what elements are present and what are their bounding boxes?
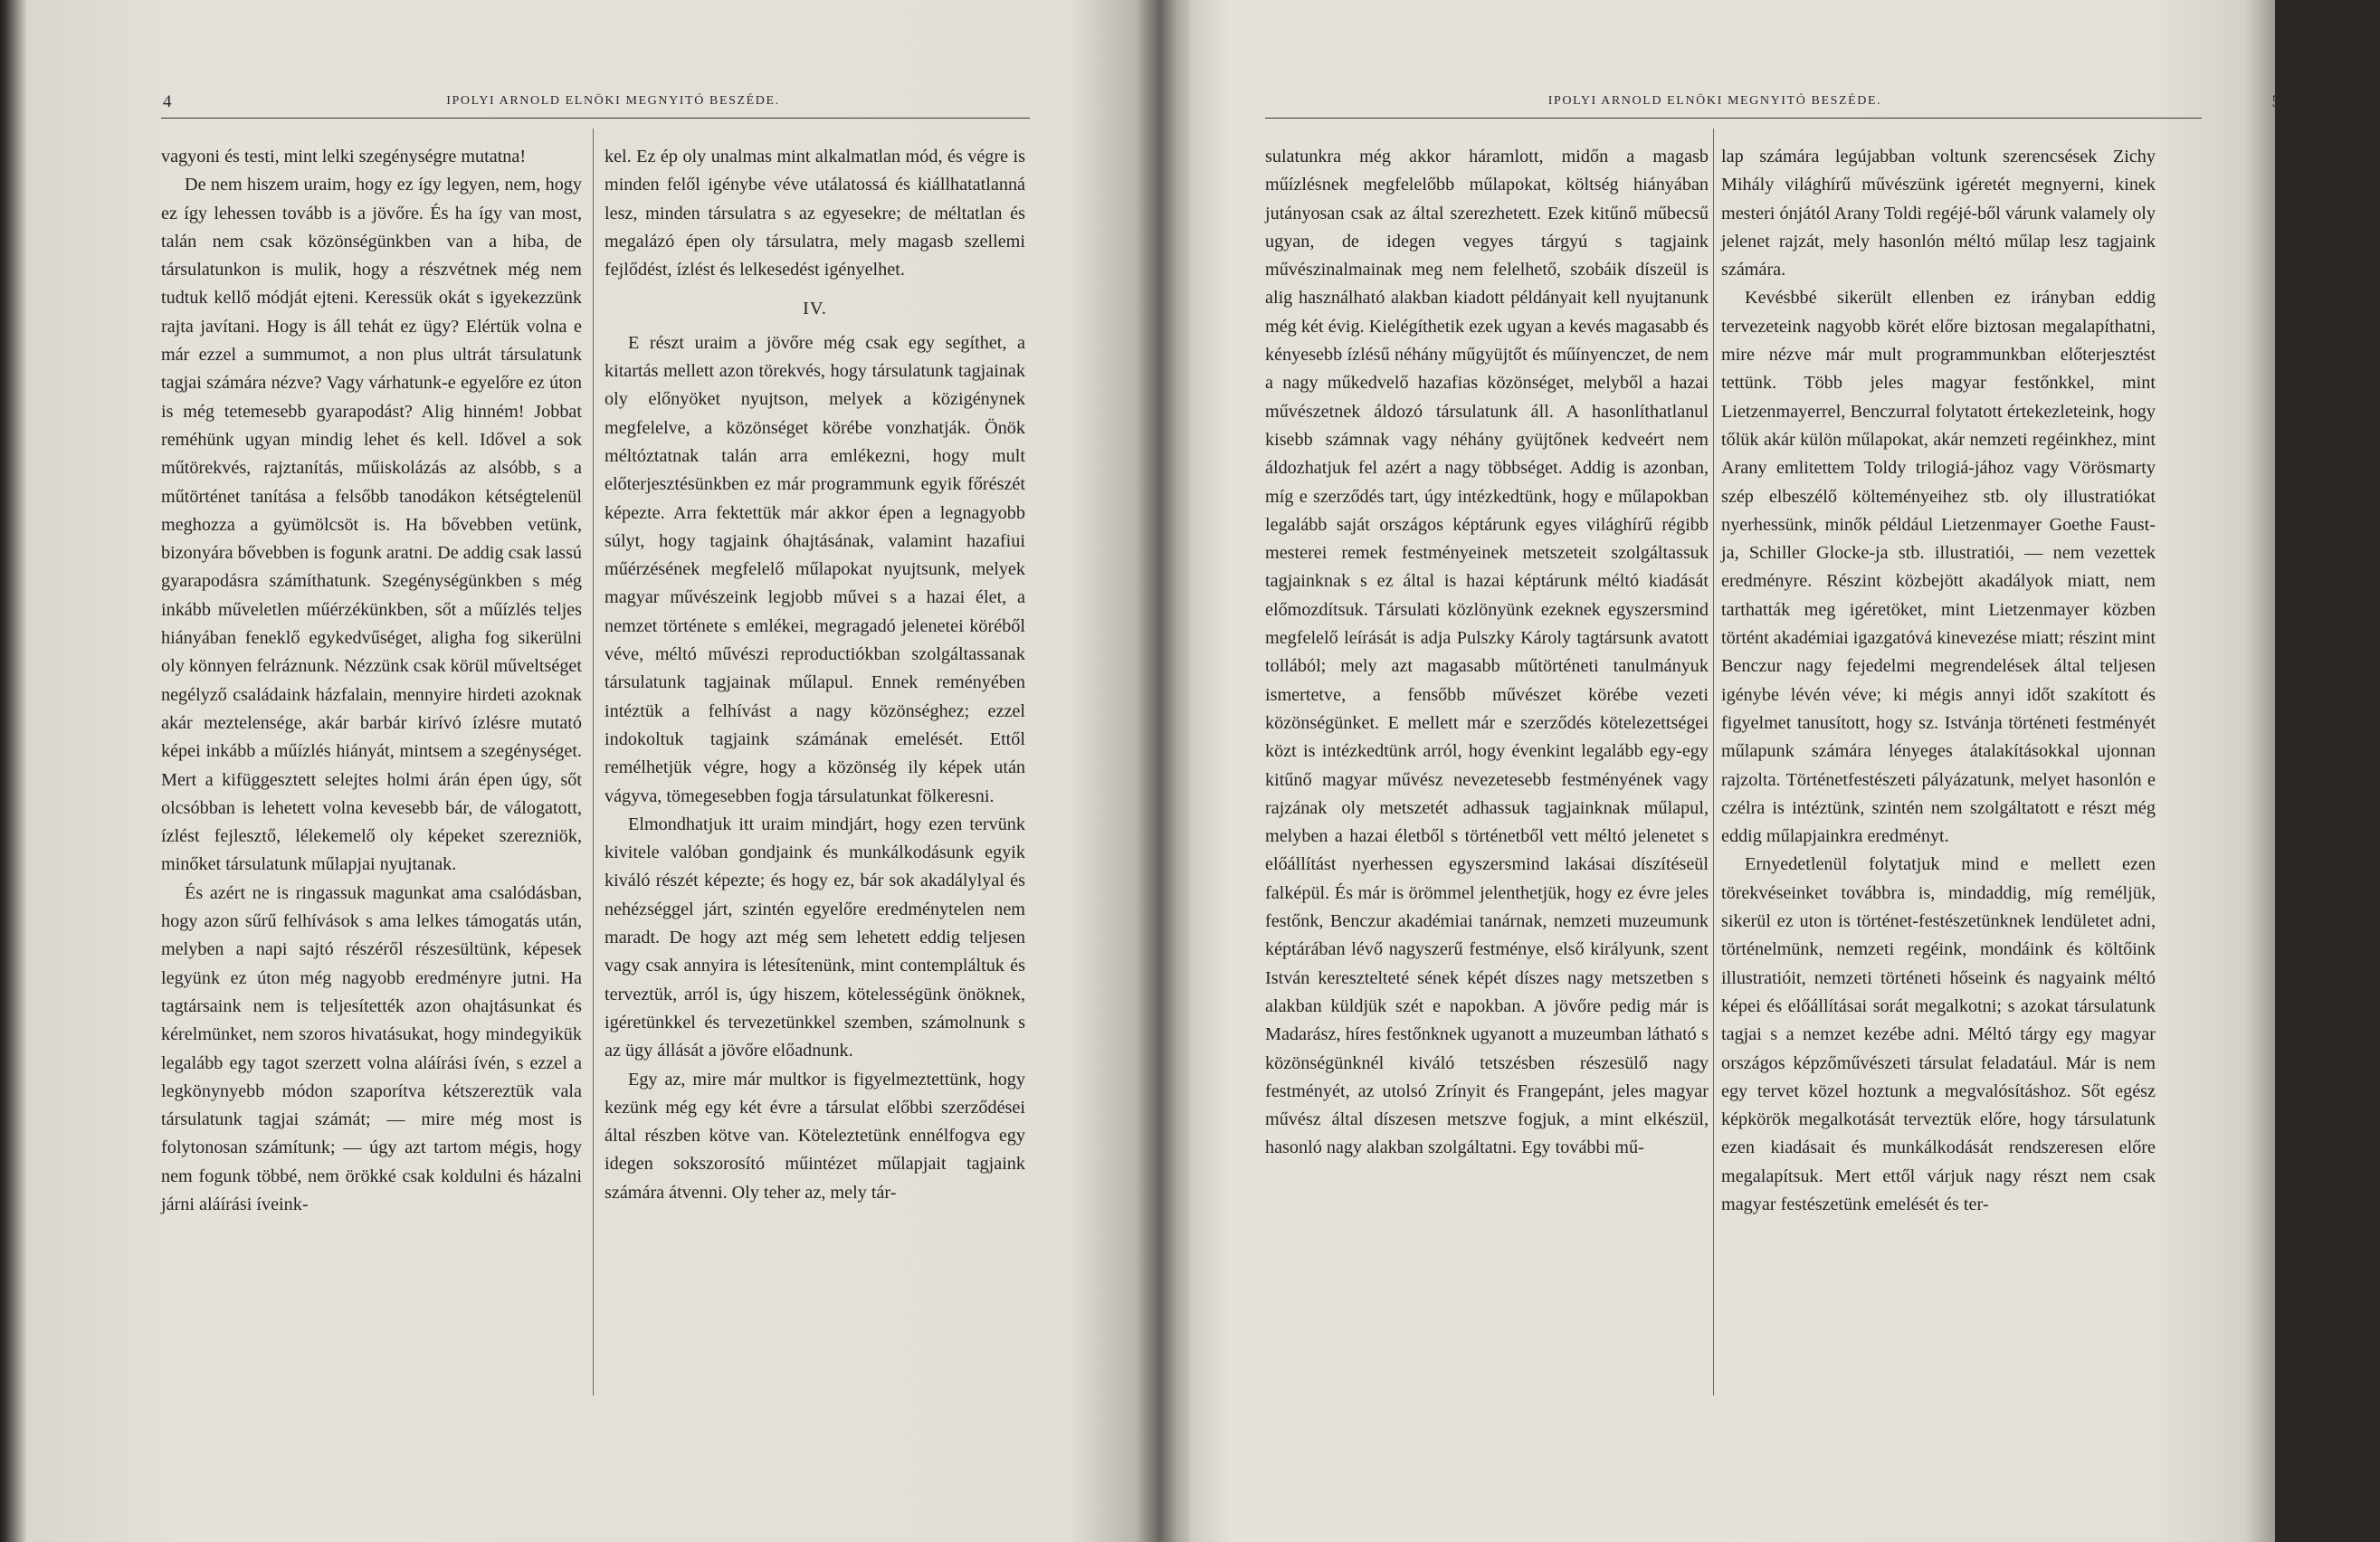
- right-column-2: [1721, 143, 2156, 1219]
- left-column-2: [605, 143, 1025, 1207]
- running-head-left: [163, 94, 1027, 118]
- right-column-1: [1265, 143, 1709, 1163]
- running-head-right: [1267, 94, 2380, 118]
- paragraph: vagyoni és testi, mint lelki szegénységre mutatna!: [161, 147, 527, 167]
- header-rule-left: [161, 118, 1030, 119]
- paragraph: Elmondhatjuk itt uraim mindjárt, hogy ezen tervünk kivitele valóban gondjaink és munkálkodásunk egyik kiváló részét képezte; és hogy ez, bár sok akadálylyal és nehézséggel járt, szintén egyelőre eredménytelen nem maradt. De hogy azt még sem lehetett eddig teljesen vagy csak annyira is létesítenünk, mint contempláltuk és terveztük, arról is, úgy hiszem, kötelességünk önöknek, igéretünkkel és tervezetünkkel szemben, számolnunk s az ügy állását a jövőre előadnunk.: [605, 814, 1025, 1061]
- paragraph: Egy az, mire már multkor is figyelmeztettünk, hogy kezünk még egy két évre a társulat előbbi szerződései által részben kötve van. Köteleztetünk ennélfogva egy idegen sokszorosító műintézet műlapjait tagjaink számára átvenni. Oly teher az, mely tár-: [605, 1069, 1025, 1203]
- column-divider-left: [593, 128, 594, 1395]
- right-page: [1167, 0, 2280, 1542]
- left-column-1: [161, 143, 582, 1219]
- paragraph: De nem hiszem uraim, hogy ez így legyen, nem, hogy ez így lehessen tovább is a jövőre. És ha így van most, talán nem csak közönségünkben van a hiba, de társulatunkon is mulik, hogy a részvétnek még nem tudtuk kellő módját ejteni. Keressük okát s igyekezzünk rajta javítani. Hogy is áll tehát ez ügy? Elértük volna e már ezzel a summumot, a non plus ultrát társulatunk tagjai számára nézve? Vagy várhatunk-e egyelőre ez úton is még tetemesebb gyarapodást? Alig hinném! Jobbat reméhünk ugyan mindig lehet és kell. Idővel a sok műtörekvés, rajztanítás, műiskolázás az alsóbb, s a műtörténet tanítása a felsőbb tanodákon kétségtelenül meghozza a gyümölcsöt is. Ha bővebben vetünk, bizonyára bővebben is fogunk aratni. De addig csak lassú gyarapodásra számíthatunk. Szegénységünkben s még inkább műveletlen műérzékünkben, sőt a műízlés teljes hiányában feneklő egykedvűséget, aligha fog sikerülni oly könnyen felráznunk. Nézzünk csak körül műveltséget negélyző családaink házfalain, mennyire hirdeti azoknak akár meztelensége, akár barbár kirívó ízlésre mutató képei inkább a műízlés hiányát, mintsem a szegénységet. Mert a kifüggesztett selejtes holmi árán épen úgy, sőt olcsóbban is lehetett volna kevesebb bár, de válogatott, ízlést fejlesztő, lélekemelő oly képeket szerezniök, minőket társulatunk műlapjai nyujtanak.: [161, 175, 582, 875]
- paragraph: Ernyedetlenül folytatjuk mind e mellett ezen törekvéseinket továbbra is, mindaddig, míg reméljük, sikerül ez uton is történet-festészetünknek lendületet adni, történelmünk, nemzeti regéink, mondáink és költőink illustratióit, nemzeti történeti hőseink és nagyaink méltó képei és előállításai sorát megalkotni; s azokat társulatunk tagjai s a nemzet kezébe adni. Méltó tárgy egy magyar országos képzőművészeti társulat feladatául. Már is nem egy tervet közel hoztunk a megvalósításhoz. Sőt egész képkörök megalkotását terveztük előre, hogy társulatunk ezen kiadásait és munkálkodását rendszeresen előre megalapítsuk. Mert ettől várjuk nagy részt nem csak magyar festészetünk emelését és ter-: [1721, 854, 2156, 1214]
- section-heading: IV.: [803, 299, 827, 319]
- header-rule-right: [1265, 118, 2202, 119]
- paragraph: lap számára legújabban voltunk szerencsések Zichy Mihály világhírű művészünk igéretét megnyerni, kinek mesteri ónjától Arany Toldi regéjé-ből várunk valamely oly jelenet rajzát, mely hasonlón méltó műlap lesz tagjaink számára.: [1721, 147, 2156, 281]
- page-number-left: 4: [163, 92, 172, 111]
- paragraph: kel. Ez ép oly unalmas mint alkalmatlan mód, és végre is minden felől igénybe véve utálatossá és kiállhatatlanná lesz, minden társulatra s az egyesekre; de méltatlan és megalázó épen oly társulatra, mely magasb szellemi fejlődést, ízlést és lelkesedést igényelhet.: [605, 147, 1025, 281]
- paragraph: E részt uraim a jövőre még csak egy segíthet, a kitartás mellett azon törekvés, hogy társulatunk tagjainak oly előnyöket nyujtson, melyek a közigénynek megfelelve, a közönséget körébe vonzhatják. Önök méltóztatnak talán arra emlékezni, hogy mult előterjesztésünkben ez már programmunk egyik főrészét képezte. Arra fektettük már akkor épen a legnagyobb súlyt, hogy tagjaink óhajtásának, valamint hazafiui műérzésének megfelelő műlapokat nyujtsunk, melyek magyar művészeink legjobb művei s a hazai élet, a nemzet története s emlékei, megragadó jelenetei köréből véve, méltó művészi reproductiókban szolgáltassanak társulatunk tagjainak műlapul. Ennek reményében intéztük a felhívást a nagy közönséghez; ezzel indokoltuk tagjaink számának emelését. Ettől remélhetjük végre, hogy a közönség ily képek után vágyva, tömegesebben fogja társulatunkat fölkeresni.: [605, 332, 1025, 806]
- column-divider-right: [1713, 128, 1714, 1395]
- page-number-right: 5: [2271, 92, 2280, 111]
- left-page: [0, 0, 1149, 1542]
- paragraph: Kevésbbé sikerült ellenben ez irányban eddig tervezeteink nagyobb körét előre biztosan megalapíthatni, mire nézve már mult programmunkban előterjesztést tettünk. Több jeles magyar festőnkkel, mint Lietzenmayerrel, Benczurral folytatott értekezleteink, hogy tőlük akár külön műlapokat, akár nemzeti regéinkhez, mint Arany emlitettem Toldy trilogiá-jához vagy Vörösmarty szép elbeszélő költeményeihez stb. oly illustratiókat nyerhessünk, minők például Lietzenmayer Goethe Faust-ja, Schiller Glocke-ja stb. illustratiói, — nem vezettek eredményre. Részint közbejött akadályok miatt, nem tarthatták meg igéretöket, mint Lietzenmayer közben történt akadémiai igazgatóvá kinevezése miatt; részint mint Benczur nagy fejedelmi megrendelések által teljesen igénybe lévén véve; ki mégis annyi időt szakított és figyelmet tanusított, hogy sz. Istvánja történeti festményét műlapunk számára lényeges átalakításokkal ujonnan rajzolta. Történetfestészeti pályázatunk, melyet hasonlón e czélra is intéztünk, szintén nem szolgáltatott e részt még eddig műlapjainkra eredményt.: [1721, 288, 2156, 847]
- paragraph: sulatunkra még akkor háramlott, midőn a magasb műízlésnek megfelelőbb műlapokat, költség hiányában jutányosan csak az által szerezhetett. Ezek kitűnő műbecsű ugyan, de idegen vegyes tárgyú s tagjaink művészinalmainak meg nem felelhető, szobáik díszeül is alig használható alakban kiadott példányait kell nyujtanunk még két évig. Kielégíthetik ezek ugyan a kevés magasabb és kényesebb ízlésű néhány műgyüjtőt és műínyenczet, de nem a nagy műkedvelő hazafias közönséget, melyből a hazai művészetnek áldozó társulatunk áll. A hasonlíthatlanul kisebb számnak vagy néhány gyüjtőnek kedveért nem áldozhatjuk fel azért a nagy többséget. Addig is azonban, míg e szerződés tart, úgy intézkedtünk, hogy e műlapokban legalább saját országos képtárunk egyes világhírű régibb mesterei remek festményeinek metszeteit szolgáltassuk tagjainknak s ez által is hazai képtárunk méltó kiadását előmozdítsuk. Társulati közlönyünk ezeknek egyszersmind megfelelő leírását is adja Pulszky Károly tagtársunk avatott tollából; mely azt magasabb műtörténeti tanulmányuk ismertetve, a fensőbb művészet körébe vezeti közönségünket. E mellett már e szerződés kötelezettségei közt is intézkedtünk arról, hogy évenkint legalább egy-egy kitűnő magyar művész nevezetesebb festményének vagy rajzának oly metszetét adhassuk tagjainknak műlapul, melyben a hazai életből s történetből vett méltó jelenetet s előállítást nyerhessen egyszersmind lakásai díszítéseül falképül. És már is örömmel jelenthetjük, hogy ez évre jeles festőnk, Benczur akadémiai tanárnak, nemzeti muzeumunk képtárában lévő nagyszerű festménye, első királyunk, szent István keresztelteté sének képét díszes nagy metszetben s alakban küldjük szét e napokban. A jövőre pedig már is Madarász, híres festőnknek ugyanott a muzeumban látható s közönségünknél kiváló tetszésben részesülő nagy festményét, az utolsó Zrínyit és Frangepánt, jeles magyar művész által díszesen metszve fogjuk, a mint elkészül, hasonló nagy alakban szolgáltatni. Egy további mű-: [1265, 147, 1709, 1158]
- paragraph: És azért ne is ringassuk magunkat ama csalódásban, hogy azon sűrű felhívások s ama lelkes támogatás után, melyben a napi sajtó részéről részesültünk, képesek legyünk ez úton még nagyobb eredményre jutni. Ha tagtársaink nem is teljesítették azon ohajtásunkat és kérelmünket, nem szoros hivatásukat, hogy mindegyikük legalább egy tagot szerzett volna aláírási ívén, s ezzel a legkönynyebb módon szaporítva kétszereztük vala társulatunk tagjai számát; — mire még most is folytonosan számítunk; — úgy azt tartom mégis, hogy nem fogunk többé, nem örökké csak koldulni és házalni járni aláírási íveink-: [161, 882, 582, 1214]
- running-head-title-left: IPOLYI ARNOLD ELNÖKI MEGNYITÓ BESZÉDE.: [446, 94, 780, 108]
- running-head-title-right: IPOLYI ARNOLD ELNÖKI MEGNYITÓ BESZÉDE.: [1547, 94, 1882, 108]
